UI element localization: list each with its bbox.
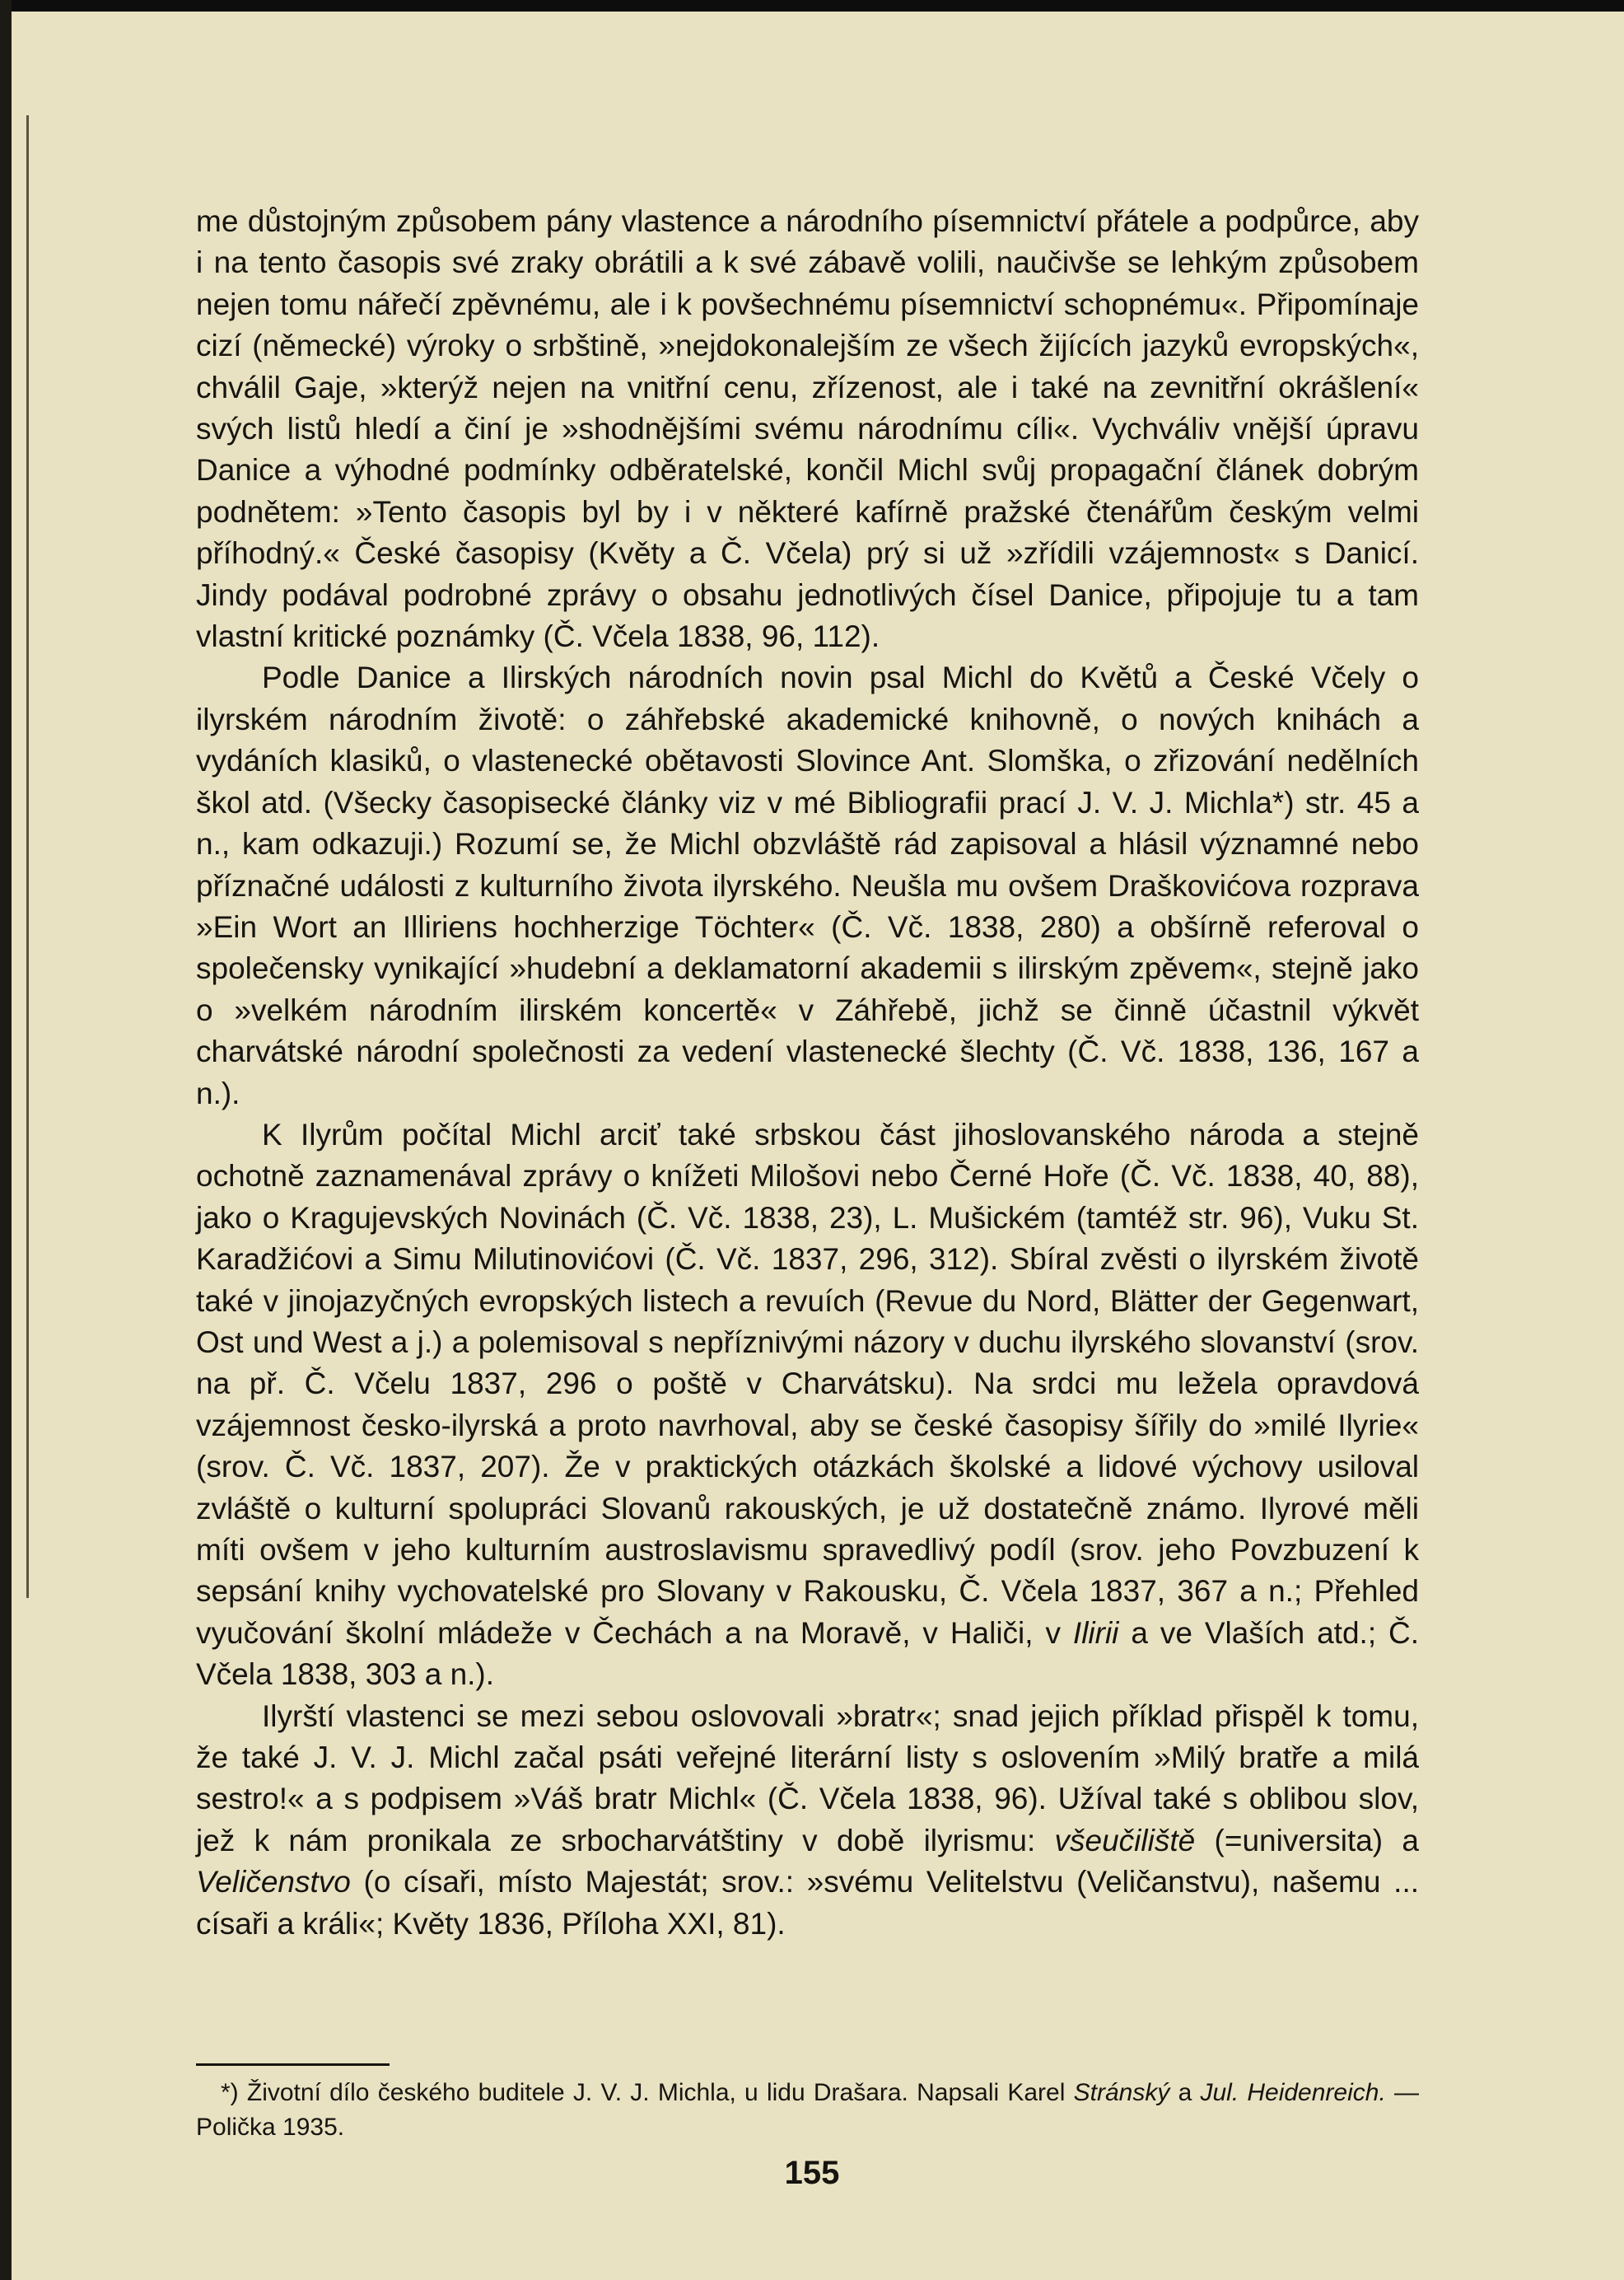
footnote-text: *) Životní dílo českého buditele J. V. J. Michla, u lidu Drašara. Napsali Karel: [221, 2079, 1066, 2106]
paragraph-3: [196, 1114, 1419, 1696]
paragraph-2: Podle Danice a Ilirských národních novin psal Michl do Květů a České Včely o ilyrském národním životě: o záhřebské akademické knihovně, o nových knihách a vydáních klasiků, o vlastenecké obětavosti Slovince Ant. Slomška, o zřizování nedělních škol atd. (Všecky časopisecké články viz v mé Bibliografii prací J. V. J. Michla*) str. 45 a n., kam odkazuji.) Rozumí se, že Michl obzvláště rád zapisoval a hlásil významné nebo příznačné události z kulturního života ilyrského. Neušla mu ovšem Draškovićova rozprava »Ein Wort an Illiriens hochherzige Töchter« (Č. Vč. 1838, 280) a obšírně referoval o společensky vynikající »hudební a deklamatorní akademii s ilirským zpěvem«, stejně jako o »velkém národním ilirském koncertě« v Záhřebě, jichž se činně účastnil výkvět charvátské národní společnosti za vedení vlastenecké šlechty (Č. Vč. 1838, 136, 167 a n.).: [196, 661, 1419, 1110]
scan-top-edge: [0, 0, 1624, 12]
paragraph-4: [196, 1696, 1419, 1945]
scan-left-edge: [0, 0, 12, 2280]
footnote-author-2: Jul. Heidenreich.: [1200, 2079, 1386, 2106]
paragraph-4-tail: (o císaři, místo Majestát; srov.: »svému Velitelstvu (Veličanstvu), našemu ... císaři a králi«; Květy 1836, Příloha XXI, 81).: [196, 1865, 1420, 1941]
paragraph-4-italic-1: všeučiliště: [1054, 1823, 1196, 1857]
footnote-and: a: [1178, 2079, 1192, 2106]
paragraph-4-text: Ilyrští vlastenci se mezi sebou oslovovali »bratr«; snad jejich příklad přispěl k tomu, že také J. V. J. Michl začal psáti veřejné literární listy s oslovením »Milý bratře a milá sestro!« a s podpisem »Váš bratr Michl« (Č. Včela 1838, 96). Užíval také s oblibou slov, jež k nám pronikala ze srbocharvátštiny v době ilyrismu:: [196, 1698, 1419, 1857]
paragraph-3-text: K Ilyrům počítal Michl arciť také srbskou část jihoslovanského národa a stejně ochotně zaznamenával zprávy o knížeti Milošovi nebo Černé Hoře (Č. Vč. 1838, 40, 88), jako o Kragujevských Novinách (Č. Vč. 1838, 23), L. Mušickém (tamtéž str. 96), Vuku St. Karadžićovi a Simu Milutinovićovi (Č. Vč. 1837, 296, 312). Sbíral zvěsti o ilyrském životě také v jinojazyčných evropských listech a revuích (Revue du Nord, Blätter der Gegenwart, Ost und West a j.) a polemisoval s nepříznivými názory v duchu ilyrského slovanství (srov. na př. Č. Včelu 1837, 296 o poště v Charvátsku). Na srdci mu ležela opravdová vzájemnost česko-ilyrská a proto navrhoval, aby se české časopisy šířily do »milé Ilyrie« (srov. Č. Vč. 1837, 207). Že v praktických otázkách školské a lidové výchovy usiloval zvláště o kulturní spolupráci Slovanů rakouských, je už dostatečně známo. Ilyrové měli míti ovšem v jeho kulturním austroslavismu spravedlivý podíl (srov. jeho Povzbuzení k sepsání knihy vychovatelské pro Slovany v Rakousku, Č. Včela 1837, 367 a n.; Přehled vyučování školní mládeže v Čechách a na Moravě, v Haliči, v: [196, 1117, 1419, 1650]
page-number: 155: [784, 2155, 840, 2191]
paragraph-3-tail: a ve Vlaších atd.; Č. Včela 1838, 303 a n.).: [196, 1615, 1420, 1692]
paragraph-4-italic-2: Veličenstvo: [196, 1865, 351, 1899]
paragraph-3-italic: Ilirii: [1072, 1615, 1119, 1650]
binding-line: [26, 115, 29, 1598]
footnote-tail: — Polička 1935.: [196, 2079, 1420, 2141]
body-text: [196, 201, 1419, 1945]
footnote-rule: [196, 2063, 390, 2066]
paragraph-1: me důstojným způsobem pány vlastence a národního písemnictví přátele a podpůrce, aby i na tento časopis své zraky obrátili a k své zábavě volili, naučivše se lehkým způsobem nejen tomu nářečí zpěvnému, ale i k povšechnému písemnictví schopnému«. Připomínaje cizí (německé) výroky o srbštině, »nejdokonalejším ze všech žijících jazyků evropských«, chválil Gaje, »kterýž nejen na vnitřní cenu, zřízenost, ale i také na zevnitřní okrášlení« svých listů hledí a činí je »shodnějšími svému národnímu cíli«. Vychváliv vnější úpravu Danice a výhodné podmínky odběratelské, končil Michl svůj propagační článek dobrým podnětem: »Tento časopis byl by i v některé kafírně pražské čtenářům českým velmi příhodný.« České časopisy (Květy a Č. Včela) prý si už »zřídili vzájemnost« s Danicí. Jindy podával podrobné zprávy o obsahu jednotlivých čísel Danice, připojuje tu a tam vlastní kritické poznámky (Č. Včela 1838, 96, 112).: [196, 204, 1419, 654]
paragraph-4-mid: (=universita) a: [1214, 1823, 1419, 1857]
footnote: [196, 2076, 1419, 2145]
footnote-author-1: Stránský: [1073, 2079, 1170, 2106]
